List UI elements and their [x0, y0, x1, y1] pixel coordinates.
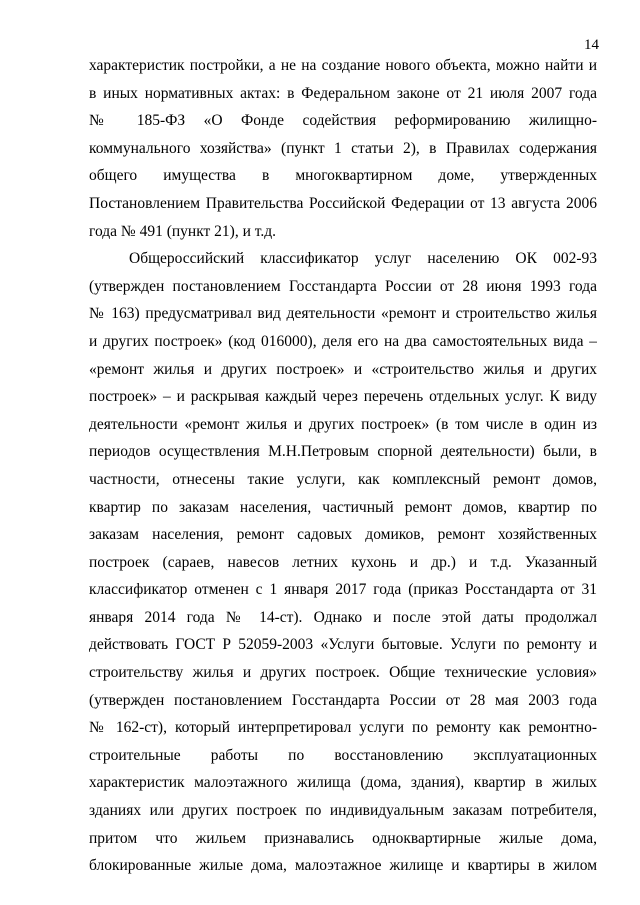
text-line: деятельности «ремонт жилья и других построек» (в том числе в один из [89, 415, 597, 433]
text-line: квартир по заказам населения, частичный ремонт домов, квартир по [89, 498, 597, 516]
text-line: блокированные жилые дома, малоэтажное жилище и квартиры в жилом [89, 857, 597, 875]
text-line: общего имущества в многоквартирном доме, утвержденных [89, 167, 597, 185]
text-line: № 185-ФЗ «О Фонде содействия реформированию жилищно- [89, 112, 597, 130]
text-line: коммунального хозяйства» (пункт 1 статьи 2), в Правилах содержания [89, 139, 597, 157]
text-line: № 163) предусматривал вид деятельности «ремонт и строительство жилья [89, 305, 597, 323]
text-line: строительные работы по восстановлению эксплуатационных [89, 746, 597, 764]
document-body [89, 52, 597, 880]
text-line: и других построек» (код 016000), деля его на два самостоятельных вида – [89, 332, 597, 350]
text-line: притом что жильем признавались одноквартирные жилые дома, [89, 829, 597, 847]
text-line: зданиях или других построек по индивидуальным заказам потребителя, [89, 802, 597, 820]
text-line: заказам населения, ремонт садовых домиков, ремонт хозяйственных [89, 526, 597, 544]
text-line: характеристик постройки, а не на создание нового объекта, можно найти и [89, 57, 597, 74]
text-line: действовать ГОСТ Р 52059-2003 «Услуги бытовые. Услуги по ремонту и [89, 636, 597, 654]
text-line: построек (сараев, навесов летних кухонь и др.) и т.д. Указанный [89, 553, 597, 571]
text-line: строительству жилья и других построек. Общие технические условия» [89, 664, 597, 682]
text-line: Постановлением Правительства Российской Федерации от 13 августа 2006 [89, 194, 597, 212]
text-line: частности, отнесены такие услуги, как комплексный ремонт домов, [89, 470, 597, 488]
text-line: «ремонт жилья и других построек» и «строительство жилья и других [89, 360, 597, 378]
text-line: характеристик малоэтажного жилища (дома, здания), квартир в жилых [89, 774, 597, 792]
text-line: периодов осуществления М.Н.Петровым спорной деятельности) были, в [89, 443, 597, 461]
text-line: (утвержден постановлением Госстандарта России от 28 июня 1993 года [89, 277, 597, 295]
text-line: в иных нормативных актах: в Федеральном законе от 21 июля 2007 года [89, 84, 597, 102]
paragraph-1 [89, 52, 597, 245]
text-line: № 162-ст), который интерпретировал услуги по ремонту как ремонтно- [89, 719, 597, 737]
text-line: классификатор отменен с 1 января 2017 года (приказ Росстандарта от 31 [89, 581, 597, 599]
text-line: (утвержден постановлением Госстандарта России от 28 мая 2003 года [89, 691, 597, 709]
paragraph-2 [89, 245, 597, 880]
text-line: построек» – и раскрывая каждый через перечень отдельных услуг. К виду [89, 388, 597, 406]
text-line: января 2014 года № 14-ст). Однако и после этой даты продолжал [89, 608, 597, 626]
text-line: Общероссийский классификатор услуг населению ОК 002-93 [129, 250, 597, 268]
text-line: года № 491 (пункт 21), и т.д. [89, 222, 277, 240]
page-number: 14 [584, 37, 599, 53]
